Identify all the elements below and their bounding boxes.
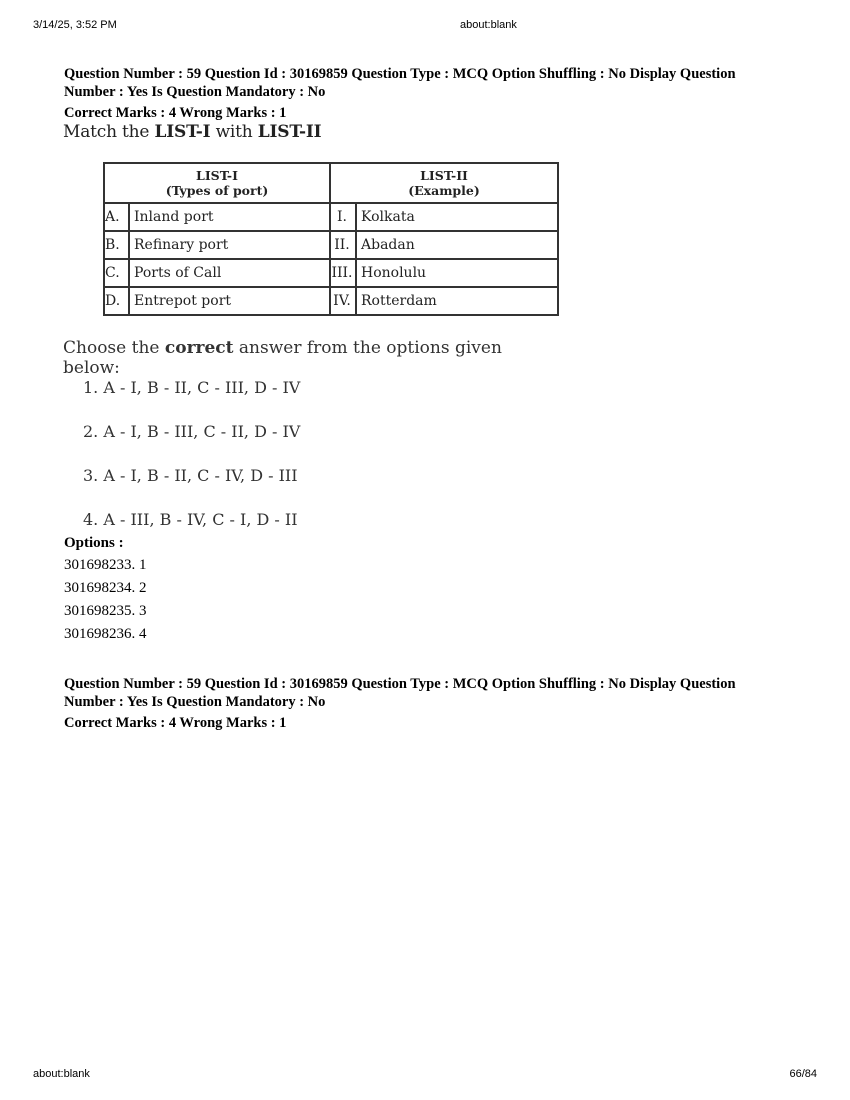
next-question-meta (64, 675, 784, 732)
question-meta-line-1: Question Number : 59 Question Id : 30169859 Question Type : MCQ Option Shuffling : No Display Question (64, 66, 736, 82)
choose-instruction (63, 338, 563, 378)
prompt-with: with (215, 122, 253, 142)
question-marks: Correct Marks : 4 Wrong Marks : 1 (64, 105, 287, 121)
next-question-meta-line-2: Number : Yes Is Question Mandatory : No (64, 694, 326, 710)
list1-key: B. (105, 232, 130, 258)
list1-header (104, 163, 330, 203)
option-item: 301698235. 3 (64, 603, 147, 619)
prompt-prefix: Match the (63, 122, 150, 142)
list2-key: I. (331, 204, 357, 230)
answer-choice: 3. A - I, B - II, C - IV, D - III (83, 466, 298, 485)
prompt-list2: LIST-II (257, 122, 322, 142)
options-label: Options : (64, 535, 124, 551)
choose-bold: correct (164, 338, 234, 358)
page-count: 66/84 (789, 1068, 817, 1080)
list1-title: LIST-I (196, 168, 238, 183)
list1-key: D. (105, 288, 130, 314)
match-table (103, 162, 559, 316)
list2-subtitle: (Example) (408, 183, 480, 198)
choose-suffix: answer from the options given below: (63, 338, 502, 378)
table-row (104, 203, 558, 231)
answer-choice: 1. A - I, B - II, C - III, D - IV (83, 378, 301, 397)
list2-value: Abadan (361, 237, 415, 253)
table-row (104, 287, 558, 315)
option-item: 301698234. 2 (64, 580, 147, 596)
prompt-list1: LIST-I (154, 122, 211, 142)
print-datetime: 3/14/25, 3:52 PM (33, 19, 117, 31)
question-prompt (63, 122, 563, 142)
question-image (63, 122, 563, 529)
list2-value: Honolulu (361, 265, 427, 281)
answer-choice: 4. A - III, B - IV, C - I, D - II (83, 510, 298, 529)
option-item: 301698236. 4 (64, 626, 147, 642)
next-question-meta-line-1: Question Number : 59 Question Id : 30169859 Question Type : MCQ Option Shuffling : No Display Question (64, 676, 736, 692)
list1-subtitle: (Types of port) (165, 183, 269, 198)
next-question-marks: Correct Marks : 4 Wrong Marks : 1 (64, 715, 287, 731)
list1-key: A. (105, 204, 130, 230)
list2-key: IV. (331, 288, 357, 314)
answer-choice: 2. A - I, B - III, C - II, D - IV (83, 422, 301, 441)
list1-key: C. (105, 260, 130, 286)
footer-page-url: about:blank (33, 1068, 90, 1080)
list1-value: Ports of Call (134, 265, 222, 281)
question-meta-line-2: Number : Yes Is Question Mandatory : No (64, 84, 326, 100)
print-page-url: about:blank (460, 19, 517, 31)
list1-value: Entrepot port (134, 293, 232, 309)
list2-value: Rotterdam (361, 293, 437, 309)
question-meta (64, 65, 784, 122)
list2-title: LIST-II (420, 168, 468, 183)
list2-key: III. (331, 260, 357, 286)
list2-value: Kolkata (361, 209, 415, 225)
list1-value: Inland port (134, 209, 214, 225)
list2-key: II. (331, 232, 357, 258)
table-row (104, 259, 558, 287)
choose-prefix: Choose the (63, 338, 160, 358)
list1-value: Refinary port (134, 237, 229, 253)
table-row (104, 231, 558, 259)
option-item: 301698233. 1 (64, 557, 147, 573)
list2-header (330, 163, 558, 203)
